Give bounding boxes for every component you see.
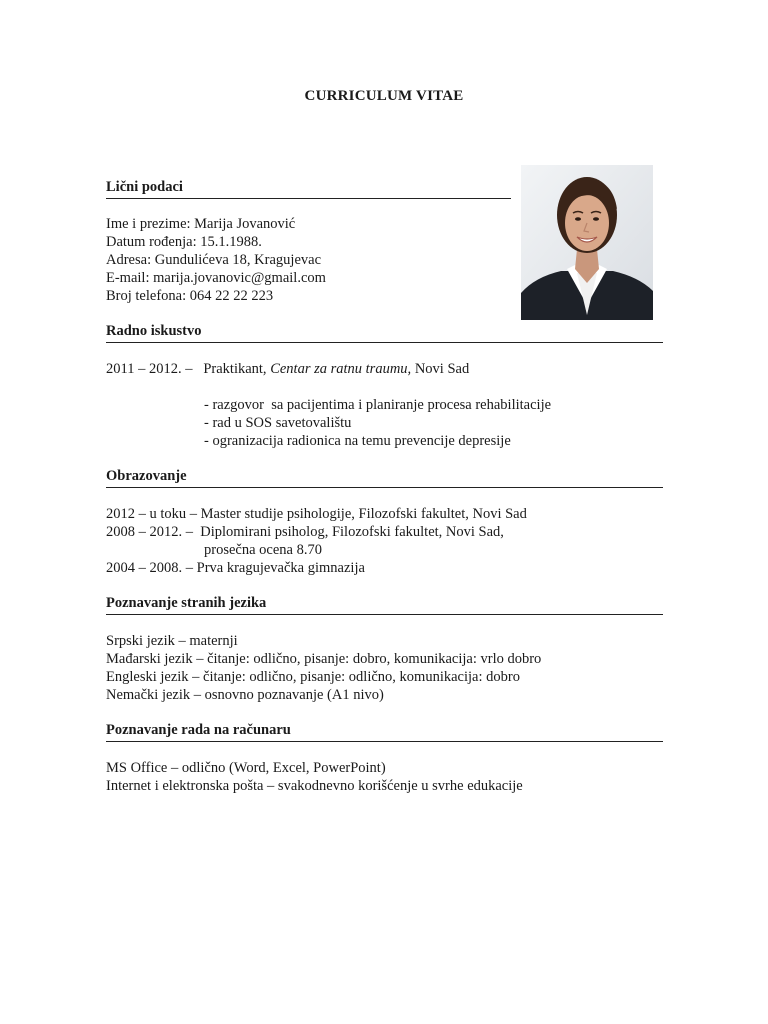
- computer-skill-line: Internet i elektronska pošta – svakodnevno korišćenje u svrhe edukacije: [106, 778, 523, 794]
- section-rule-education: [106, 487, 663, 488]
- language-line: Mađarski jezik – čitanje: odlično, pisanje: dobro, komunikacija: vrlo dobro: [106, 651, 542, 667]
- language-line: Nemački jezik – osnovno poznavanje (A1 nivo): [106, 687, 384, 703]
- experience-duty: - razgovor sa pacijentima i planiranje procesa rehabilitacije: [204, 397, 552, 413]
- section-heading-experience: Radno iskustvo: [106, 323, 202, 339]
- experience-duty: - ogranizacija radionica na temu prevencije depresije: [204, 433, 511, 449]
- language-line: Srpski jezik – maternji: [106, 633, 238, 649]
- section-rule-personal: [106, 198, 511, 199]
- personal-address: Adresa: Gundulićeva 18, Kragujevac: [106, 252, 322, 268]
- portrait-photo-icon: [521, 165, 653, 320]
- experience-duty: - rad u SOS savetovalištu: [204, 415, 352, 431]
- section-rule-experience: [106, 342, 663, 343]
- experience-period-role: 2011 – 2012. – Praktikant,: [106, 361, 271, 377]
- portrait-photo: [521, 165, 653, 320]
- section-heading-personal: Lični podaci: [106, 179, 183, 195]
- experience-city: Novi Sad: [411, 361, 470, 377]
- computer-skill-line: MS Office – odlično (Word, Excel, PowerPoint): [106, 760, 386, 776]
- section-heading-computer: Poznavanje rada na računaru: [106, 722, 291, 738]
- education-line: 2012 – u toku – Master studije psihologije, Filozofski fakultet, Novi Sad: [106, 506, 527, 522]
- education-line: 2004 – 2008. – Prva kragujevačka gimnazija: [106, 560, 365, 576]
- section-rule-languages: [106, 614, 663, 615]
- personal-phone: Broj telefona: 064 22 22 223: [106, 288, 274, 304]
- section-rule-computer: [106, 741, 663, 742]
- language-line: Engleski jezik – čitanje: odlično, pisanje: odlično, komunikacija: dobro: [106, 669, 520, 685]
- personal-birth-date: Datum rođenja: 15.1.1988.: [106, 234, 262, 250]
- education-line: 2008 – 2012. – Diplomirani psiholog, Filozofski fakultet, Novi Sad,: [106, 524, 504, 540]
- document-title: CURRICULUM VITAE: [304, 88, 464, 104]
- experience-workplace: Centar za ratnu traumu,: [270, 361, 412, 377]
- section-heading-education: Obrazovanje: [106, 468, 187, 484]
- personal-email: E-mail: marija.jovanovic@gmail.com: [106, 270, 326, 286]
- personal-name: Ime i prezime: Marija Jovanović: [106, 216, 296, 232]
- experience-entry: [106, 360, 469, 378]
- section-heading-languages: Poznavanje stranih jezika: [106, 595, 267, 611]
- education-line: prosečna ocena 8.70: [204, 542, 322, 558]
